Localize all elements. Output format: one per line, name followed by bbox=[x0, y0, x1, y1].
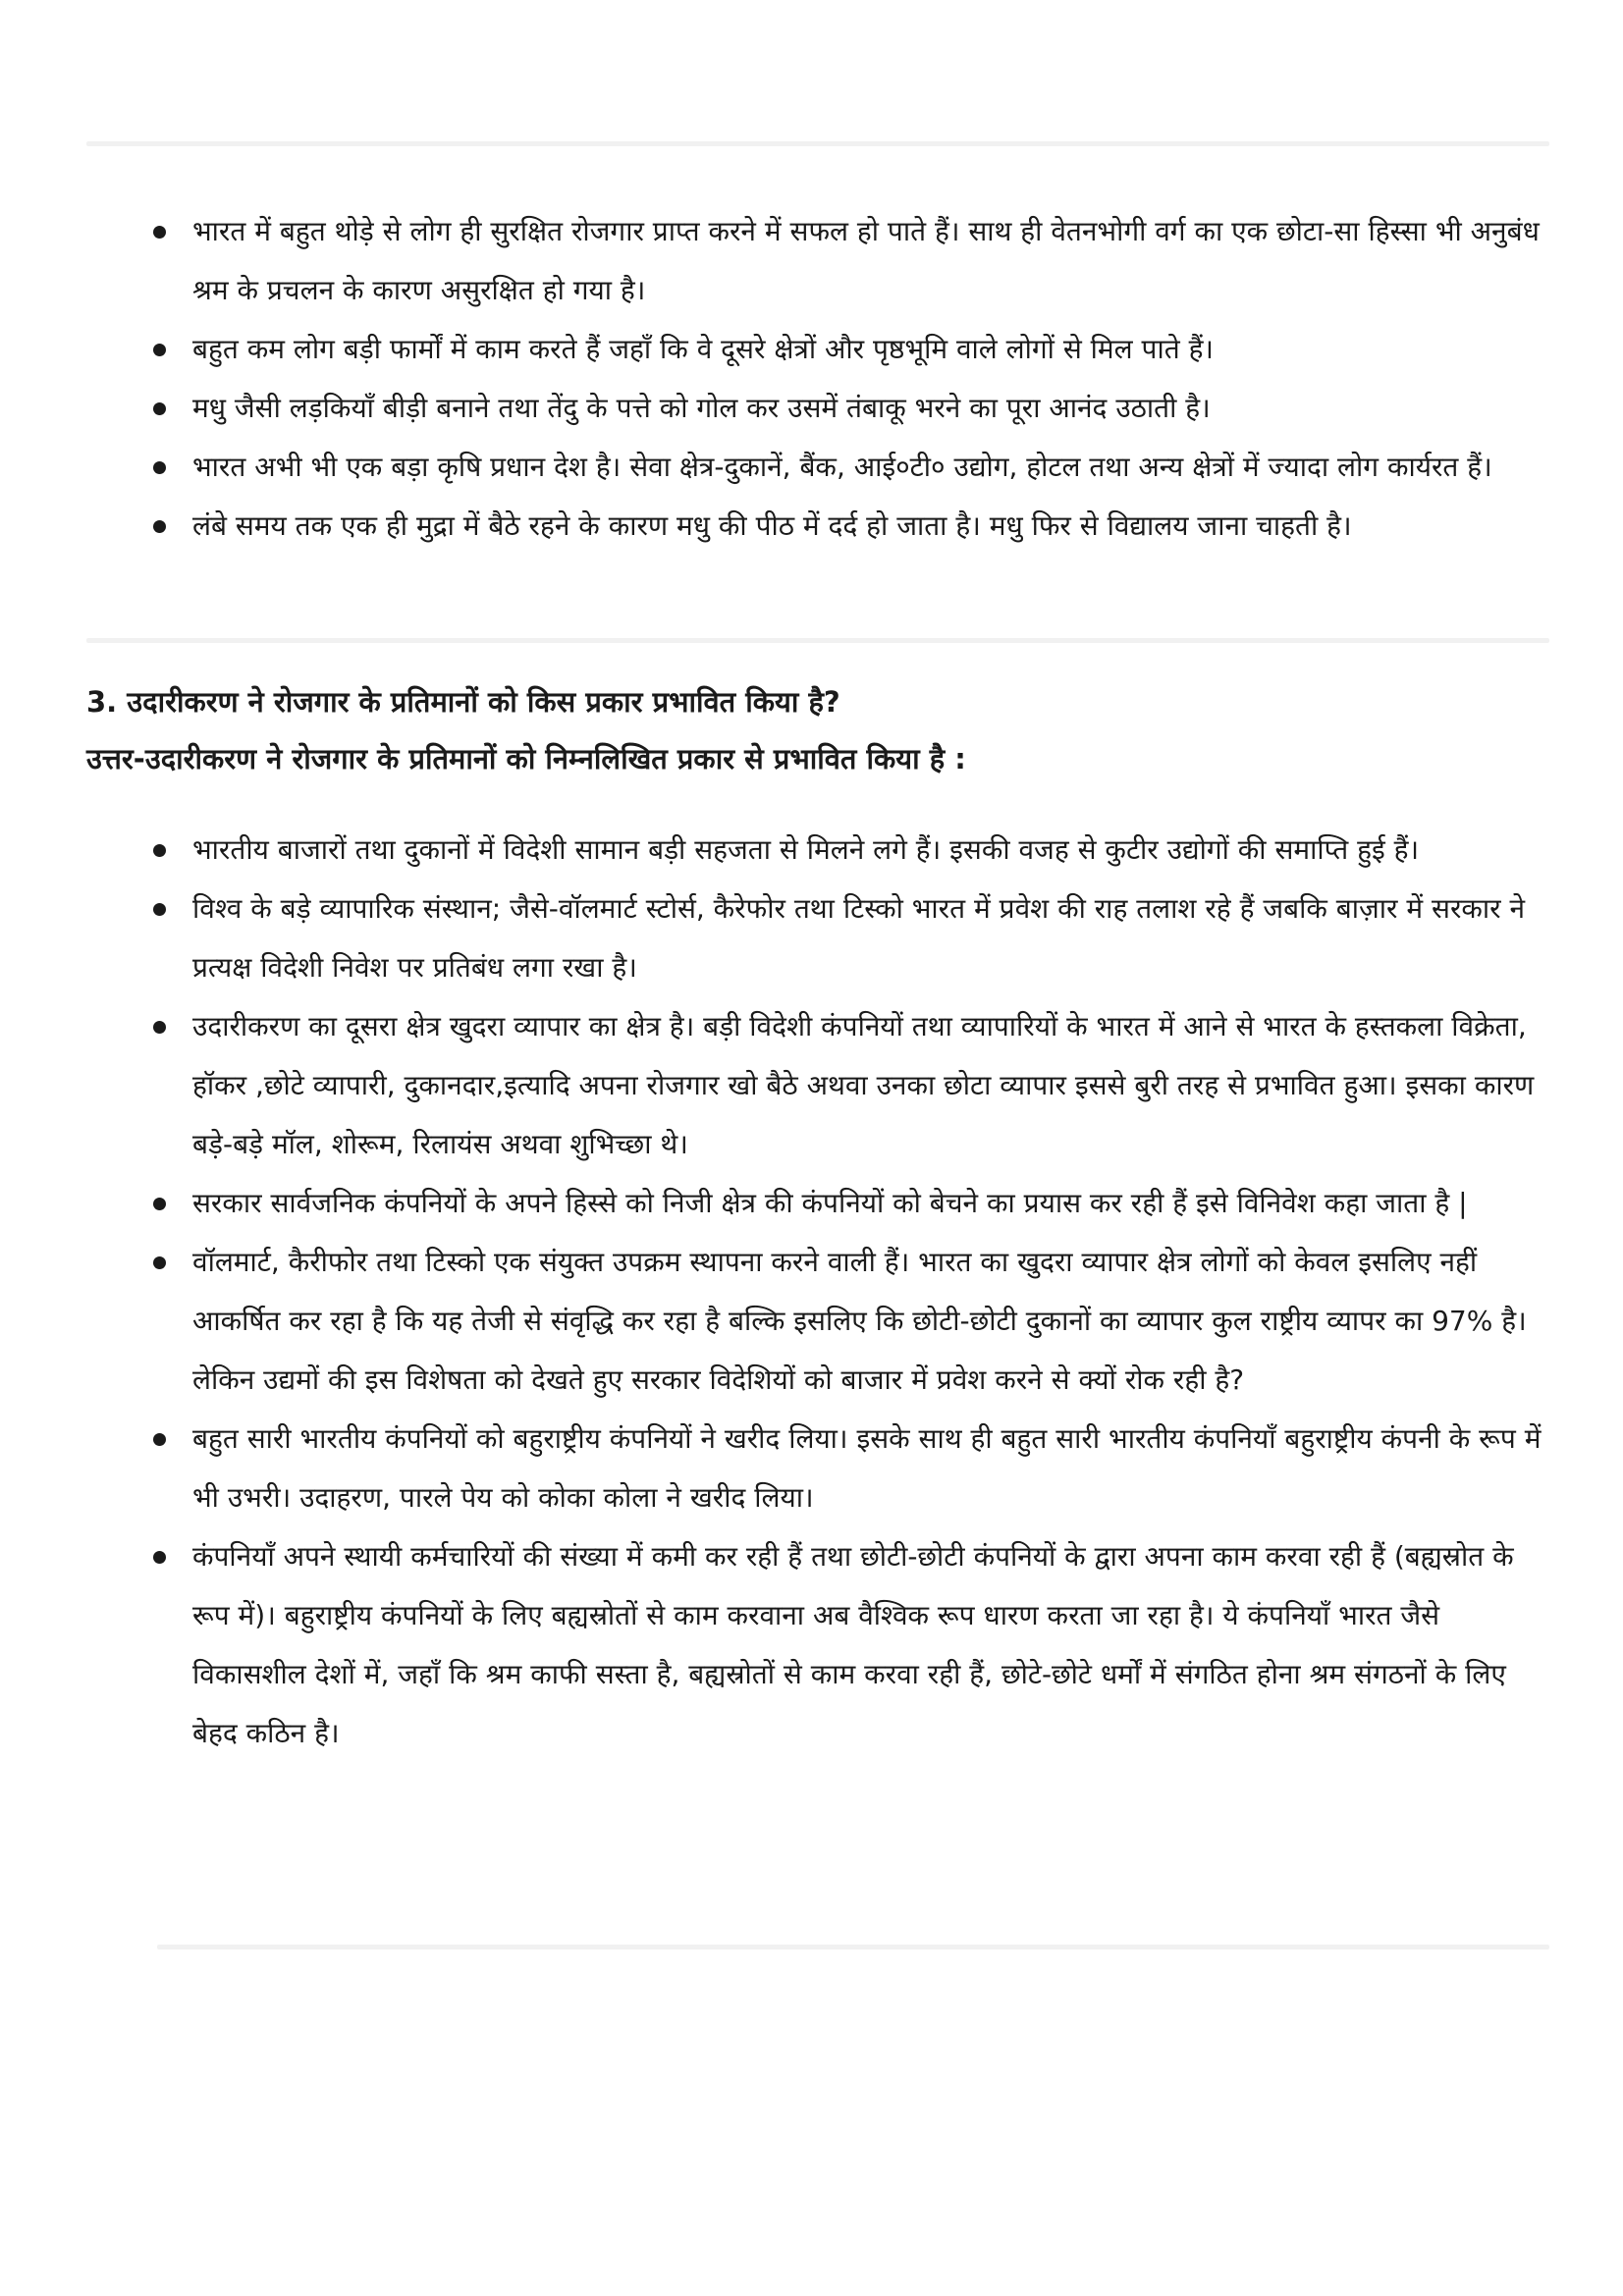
list-item bbox=[147, 497, 1542, 556]
list-item bbox=[147, 1174, 1542, 1233]
list-item bbox=[147, 997, 1542, 1174]
list-item bbox=[147, 1527, 1542, 1763]
bullet-icon bbox=[153, 1256, 166, 1269]
list-item bbox=[147, 202, 1542, 320]
list-item bbox=[147, 880, 1542, 997]
bullet-icon bbox=[153, 520, 166, 533]
list-item-text: लंबे समय तक एक ही मुद्रा में बैठे रहने के कारण मधु की पीठ में दर्द हो जाता है। मधु फिर से विद्यालय जाना चाहती है। bbox=[192, 509, 1352, 542]
bullet-list-section2 bbox=[147, 821, 1542, 1763]
list-item-text: भारत में बहुत थोड़े से लोग ही सुरक्षित रोजगार प्राप्त करने में सफल हो पाते हैं। साथ ही वेतनभोगी वर्ग का एक छोटा-सा हिस्सा भी अनुबंध श्रम के प्रचलन के कारण असुरक्षित हो गया है। bbox=[192, 215, 1540, 306]
bullet-icon bbox=[153, 1551, 166, 1564]
bullet-icon bbox=[153, 344, 166, 356]
middle-divider bbox=[86, 638, 1549, 643]
list-item bbox=[147, 379, 1542, 438]
list-item-text: भारत अभी भी एक बड़ा कृषि प्रधान देश है। सेवा क्षेत्र-दुकानें, बैंक, आई०टी० उद्योग, होटल तथा अन्य क्षेत्रों में ज्यादा लोग कार्यरत हैं। bbox=[192, 451, 1492, 483]
answer-intro: उत्तर-उदारीकरण ने रोजगार के प्रतिमानों को निम्नलिखित प्रकार से प्रभावित किया है : bbox=[86, 742, 966, 775]
top-divider bbox=[86, 141, 1549, 146]
question-block bbox=[86, 673, 1549, 787]
list-item bbox=[147, 320, 1542, 379]
bullet-icon bbox=[153, 903, 166, 916]
list-item-text: मधु जैसी लड़कियाँ बीड़ी बनाने तथा तेंदु के पत्ते को गोल कर उसमें तंबाकू भरने का पूरा आनंद उठाती है। bbox=[192, 392, 1211, 424]
list-item-text: सरकार सार्वजनिक कंपनियों के अपने हिस्से को निजी क्षेत्र की कंपनियों को बेचने का प्रयास कर रही हैं इसे विनिवेश कहा जाता है | bbox=[192, 1187, 1468, 1219]
bullet-icon bbox=[153, 402, 166, 415]
list-item bbox=[147, 1410, 1542, 1527]
list-item-text: विश्व के बड़े व्यापारिक संस्थान; जैसे-वॉलमार्ट स्टोर्स, कैरेफोर तथा टिस्को भारत में प्रवेश की राह तलाश रहे हैं जबकि बाज़ार में सरकार ने प्रत्यक्ष विदेशी निवेश पर प्रतिबंध लगा रखा है। bbox=[192, 892, 1526, 984]
list-item bbox=[147, 1233, 1542, 1410]
bullet-icon bbox=[153, 1021, 166, 1034]
list-item bbox=[147, 438, 1542, 497]
list-item bbox=[147, 821, 1542, 880]
bullet-icon bbox=[153, 844, 166, 857]
question-title: 3. उदारीकरण ने रोजगार के प्रतिमानों को किस प्रकार प्रभावित किया है? bbox=[86, 685, 840, 719]
list-item-text: बहुत सारी भारतीय कंपनियों को बहुराष्ट्रीय कंपनियों ने खरीद लिया। इसके साथ ही बहुत सारी भारतीय कंपनियाँ बहुराष्ट्रीय कंपनी के रूप में भी उभरी। उदाहरण, पारले पेय को कोका कोला ने खरीद लिया। bbox=[192, 1422, 1542, 1514]
bullet-list-section1 bbox=[147, 202, 1542, 556]
bullet-icon bbox=[153, 1198, 166, 1210]
list-item-text: बहुत कम लोग बड़ी फार्मों में काम करते हैं जहाँ कि वे दूसरे क्षेत्रों और पृष्ठभूमि वाले लोगों से मिल पाते हैं। bbox=[192, 333, 1215, 365]
list-item-text: उदारीकरण का दूसरा क्षेत्र खुदरा व्यापार का क्षेत्र है। बड़ी विदेशी कंपनियों तथा व्यापारियों के भारत में आने से भारत के हस्तकला विक्रेता, हॉकर ,छोटे व्यापारी, दुकानदार,इत्यादि अपना रोजगार खो बैठे अथवा उनका छोटा व्यापार इससे बुरी तरह से प्रभावित हुआ। इसका कारण बड़े-बड़े मॉल, शोरूम, रिलायंस अथवा शुभिच्छा थे। bbox=[192, 1010, 1535, 1160]
list-item-text: वॉलमार्ट, कैरीफोर तथा टिस्को एक संयुक्त उपक्रम स्थापना करने वाली हैं। भारत का खुदरा व्यापार क्षेत्र लोगों को केवल इसलिए नहीं आकर्षित कर रहा है कि यह तेजी से संवृद्धि कर रहा है बल्कि इसलिए कि छोटी-छोटी दुकानों का व्यापार कुल राष्ट्रीय व्यापर का 97% है। लेकिन उद्यमों की इस विशेषता को देखते हुए सरकार विदेशियों को बाजार में प्रवेश करने से क्यों रोक रही है? bbox=[192, 1246, 1527, 1396]
bottom-divider bbox=[157, 1945, 1549, 1949]
list-item-text: भारतीय बाजारों तथा दुकानों में विदेशी सामान बड़ी सहजता से मिलने लगे हैं। इसकी वजह से कुटीर उद्योगों की समाप्ति हुई हैं। bbox=[192, 833, 1420, 866]
list-item-text: कंपनियाँ अपने स्थायी कर्मचारियों की संख्या में कमी कर रही हैं तथा छोटी-छोटी कंपनियों के द्वारा अपना काम करवा रही हैं (बह्यस्रोत के रूप में)। बहुराष्ट्रीय कंपनियों के लिए बह्यस्रोतों से काम करवाना अब वैश्विक रूप धारण करता जा रहा है। ये कंपनियाँ भारत जैसे विकासशील देशों में, जहाँ कि श्रम काफी सस्ता है, बह्यस्रोतों से काम करवा रही हैं, छोटे-छोटे धर्मों में संगठित होना श्रम संगठनों के लिए बेहद कठिन है। bbox=[192, 1540, 1514, 1749]
bullet-icon bbox=[153, 226, 166, 239]
bullet-icon bbox=[153, 461, 166, 474]
bullet-icon bbox=[153, 1433, 166, 1446]
